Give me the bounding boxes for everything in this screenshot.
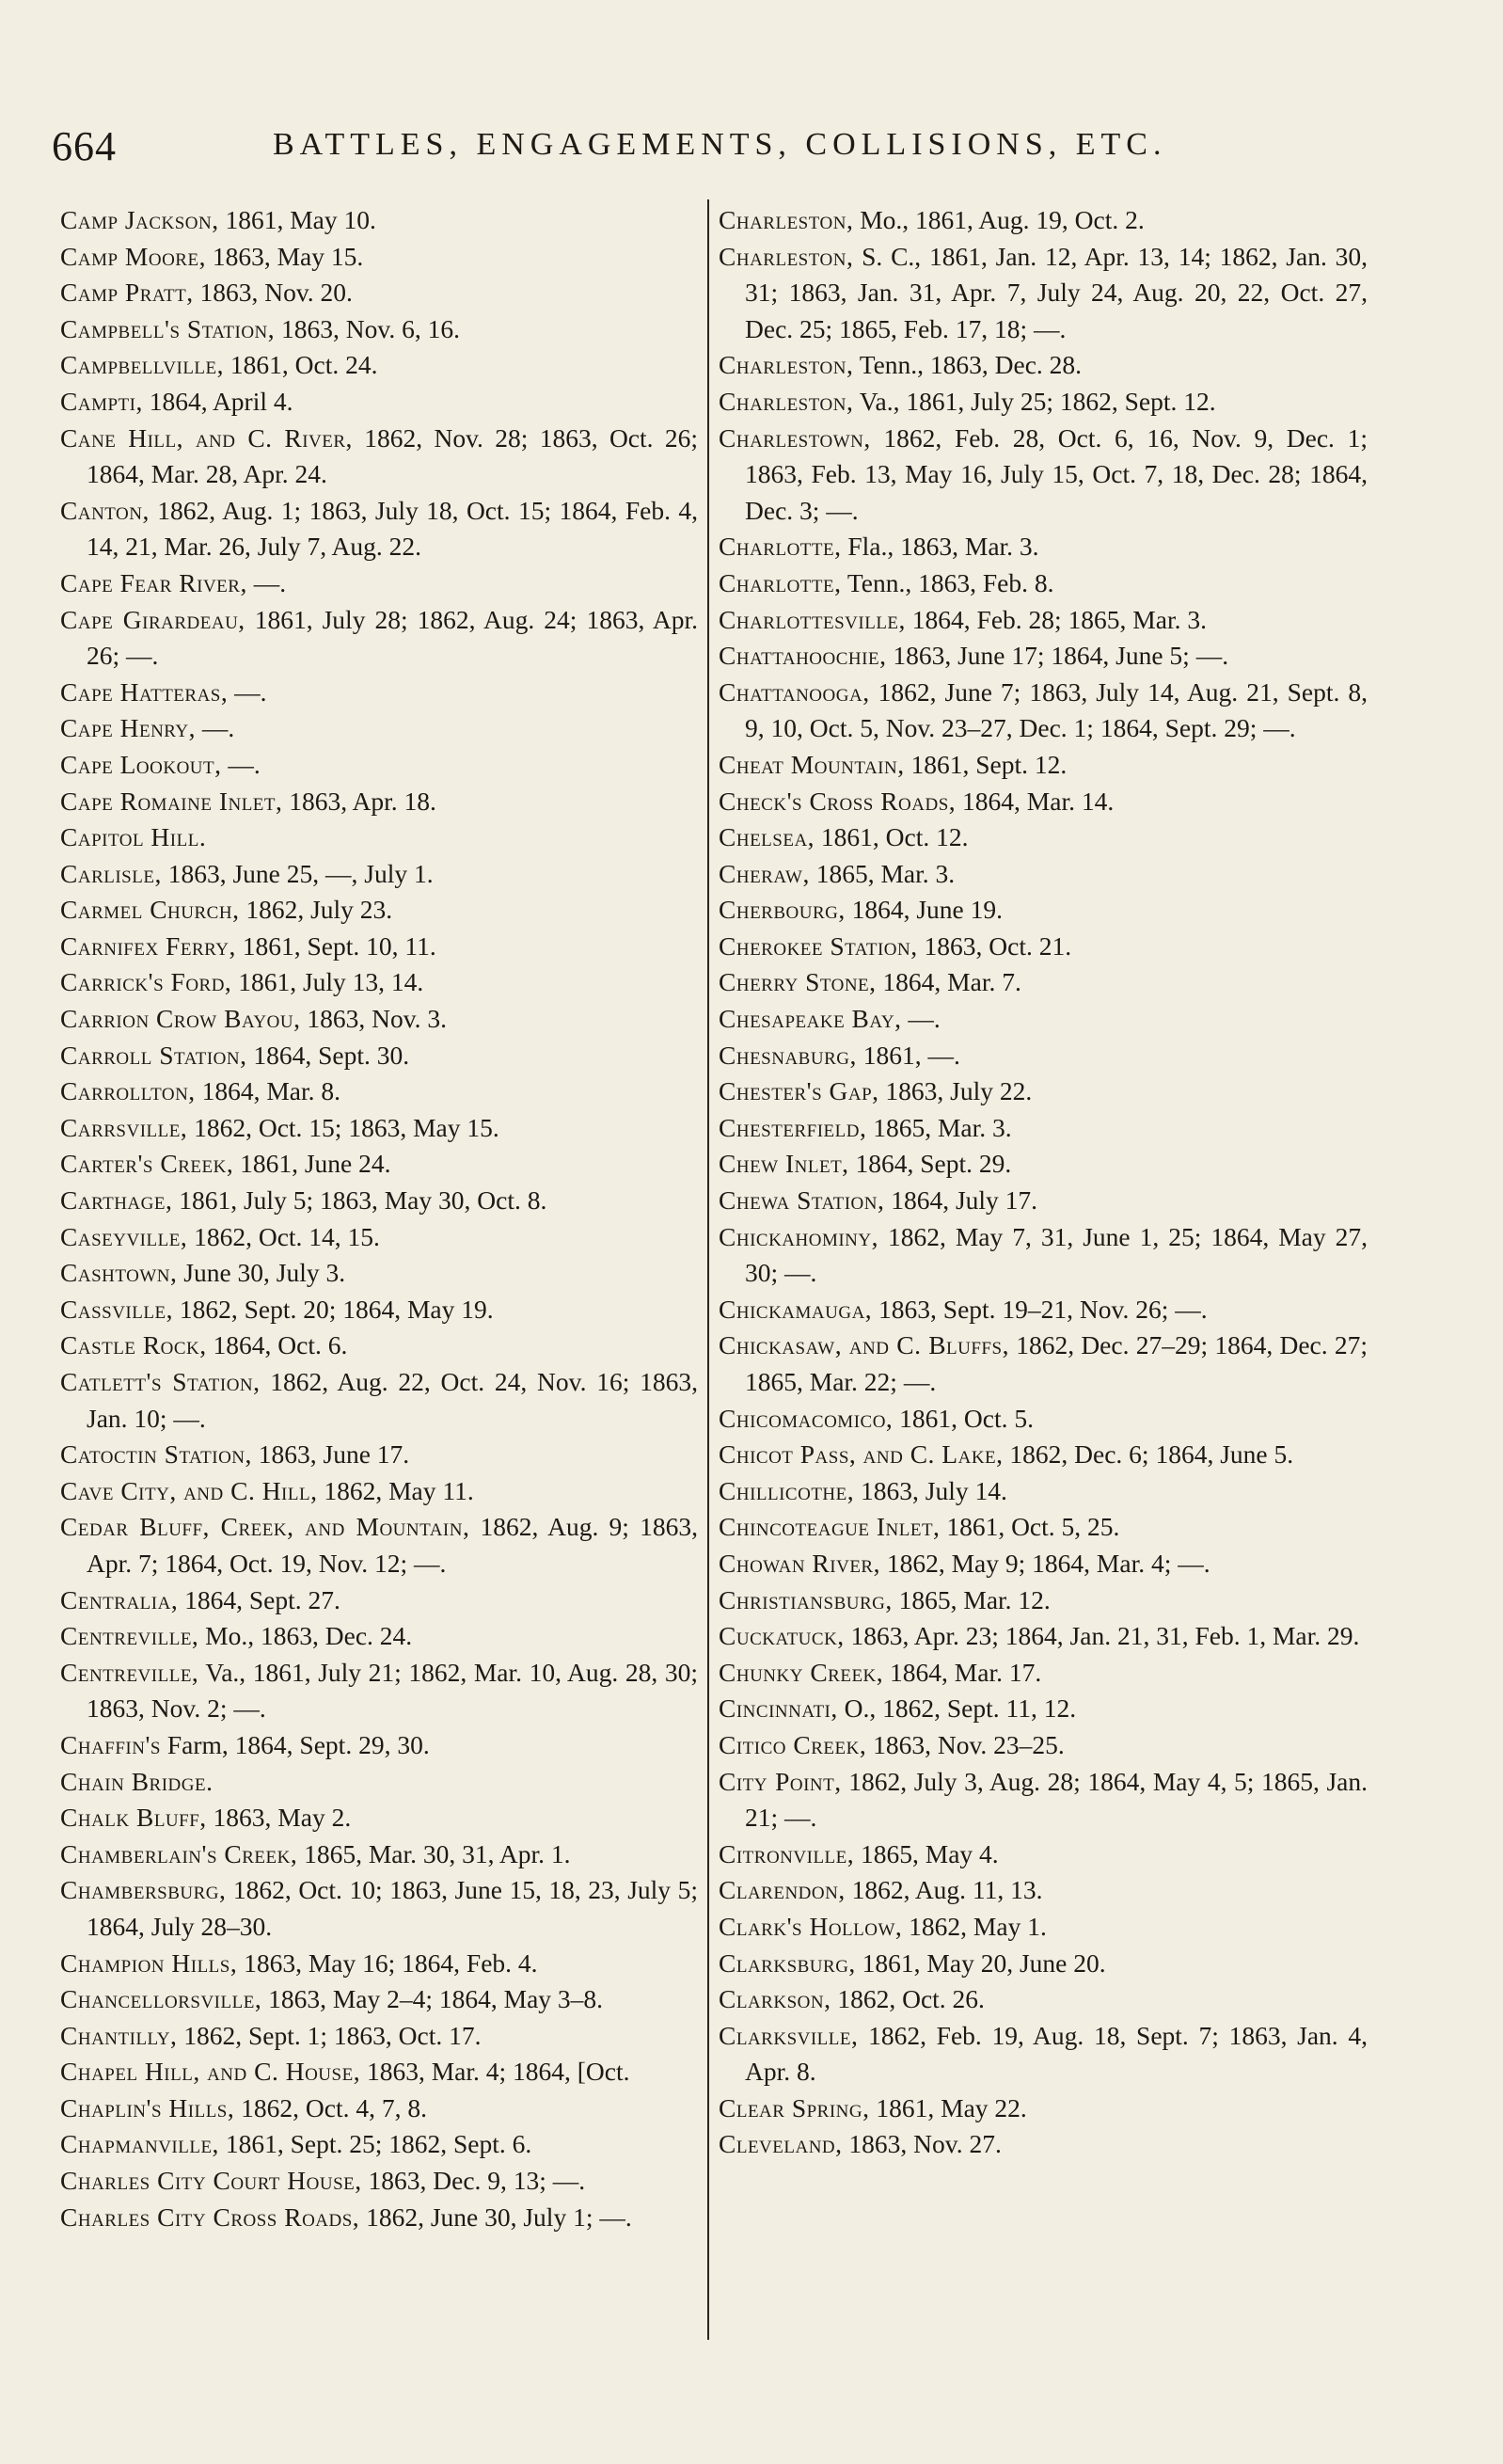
entry-place-name: Cape Fear River, — [60, 567, 247, 597]
index-entry — [719, 2090, 1368, 2127]
index-entry — [719, 1727, 1368, 1764]
entry-place-name: Cape Lookout, — [60, 749, 222, 779]
entry-dates: 1861, Oct. 5, 25. — [940, 1512, 1120, 1542]
index-entry — [719, 1836, 1368, 1873]
entry-dates: 1863, Oct. 21. — [917, 930, 1072, 961]
entry-dates: 1862, Feb. 19, Aug. 18, Sept. 7; 1863, Jan. 4, Apr. 8. — [745, 2020, 1368, 2087]
entry-place-name: Catoctin Station, — [60, 1439, 252, 1470]
index-entry — [60, 2126, 698, 2163]
entry-dates: 1865, Mar. 3. — [809, 858, 956, 888]
entry-place-name: Charlestown, — [719, 422, 871, 453]
entry-place-name: Chewa Station, — [719, 1185, 885, 1216]
entry-place-name: Cedar Bluff, Creek, and Mountain, — [60, 1512, 470, 1542]
entry-place-name: Check's Cross Roads, — [719, 786, 957, 816]
entry-place-name: Charles City Cross Roads, — [60, 2202, 360, 2232]
index-entry — [719, 1001, 1368, 1038]
index-entry — [719, 602, 1368, 639]
entry-dates: 1864, Mar. 8. — [195, 1076, 340, 1106]
entry-place-name: Cape Romaine Inlet, — [60, 786, 283, 816]
entry-dates: 1863, June 17. — [251, 1439, 410, 1470]
index-entry — [719, 929, 1368, 965]
entry-dates: 1863, July 14. — [854, 1475, 1007, 1505]
index-entry — [719, 1546, 1368, 1582]
index-entry — [60, 784, 698, 820]
entry-place-name: Caseyville, — [60, 1221, 188, 1251]
entry-dates: Tenn., 1863, Dec. 28. — [853, 350, 1083, 380]
entry-place-name: Carrsville, — [60, 1112, 188, 1142]
entry-dates: S. C., 1861, Jan. 12, Apr. 13, 14; 1862, Jan. 30, 31; 1863, Jan. 31, Apr. 7, July 24, Aug. 20, 22, Oct. 27, Dec. 25; 1865, Feb. 17, 18; —. — [745, 241, 1368, 343]
entry-place-name: Capitol Hill. — [60, 822, 207, 852]
index-entry — [719, 638, 1368, 675]
entry-place-name: Cleveland, — [719, 2129, 843, 2159]
index-entry — [719, 421, 1368, 530]
left-column — [60, 202, 698, 2235]
entry-dates: O., 1862, Sept. 11, 12. — [837, 1693, 1077, 1724]
entry-dates: 1862, Feb. 28, Oct. 6, 16, Nov. 9, Dec. 1; 1863, Feb. 13, May 16, July 15, Oct. 7, 18, Dec. 28; 1864, Dec. 3; —. — [745, 422, 1368, 525]
entry-place-name: Chickamauga, — [719, 1294, 873, 1324]
entry-dates: 1864, July 17. — [884, 1185, 1038, 1216]
entry-dates: 1862, Oct. 15; 1863, May 15. — [187, 1112, 499, 1142]
index-entry — [719, 1183, 1368, 1219]
index-entry — [719, 1872, 1368, 1909]
entry-place-name: Cherbourg, — [719, 895, 846, 925]
entry-place-name: Catlett's Station, — [60, 1367, 261, 1396]
entry-place-name: Chattahoochie, — [719, 641, 887, 671]
index-entry — [60, 1146, 698, 1183]
entry-dates: 1863, Apr. 23; 1864, Jan. 21, 31, Feb. 1, Mar. 29. — [844, 1621, 1360, 1651]
index-entry — [60, 565, 698, 602]
entry-place-name: Cape Hatteras, — [60, 676, 229, 707]
entry-place-name: Centreville, — [60, 1657, 199, 1687]
entry-place-name: Cape Girardeau, — [60, 604, 245, 634]
entry-place-name: Chattanooga, — [719, 676, 870, 707]
index-entry — [60, 1764, 698, 1801]
index-entry — [60, 1800, 698, 1836]
entry-place-name: Charleston, — [719, 241, 854, 271]
entry-dates: Va., 1861, July 21; 1862, Mar. 10, Aug. 28, 30; 1863, Nov. 2; —. — [87, 1657, 698, 1724]
entry-dates: 1861, July 28; 1862, Aug. 24; 1863, Apr. 26; —. — [87, 604, 698, 671]
entry-dates: 1864, Feb. 28; 1865, Mar. 3. — [905, 604, 1207, 634]
index-entry — [60, 2200, 698, 2236]
entry-dates: June 30, July 3. — [177, 1258, 346, 1288]
entry-dates: —. — [901, 1004, 941, 1034]
index-entry — [719, 964, 1368, 1001]
entry-dates: 1861, Oct. 12. — [815, 822, 969, 852]
entry-place-name: Chillicothe, — [719, 1475, 855, 1505]
entry-place-name: Clarksburg, — [719, 1947, 856, 1978]
entry-dates: 1862, Oct. 14, 15. — [187, 1221, 380, 1251]
entry-place-name: Canton, — [60, 495, 150, 525]
right-column — [719, 202, 1368, 2163]
index-entry — [719, 2018, 1368, 2090]
entry-dates: 1864, Sept. 29. — [848, 1149, 1012, 1179]
index-entry — [719, 747, 1368, 784]
entry-dates: 1862, Sept. 20; 1864, May 19. — [172, 1294, 494, 1324]
index-entry — [60, 1255, 698, 1292]
entry-place-name: Chesterfield, — [719, 1112, 867, 1142]
entry-place-name: Carnifex Ferry, — [60, 930, 236, 961]
entry-place-name: Chickasaw, and C. Bluffs, — [719, 1330, 1009, 1360]
entry-dates: 1861, May 22. — [869, 2092, 1027, 2122]
entry-place-name: Chapel Hill, and C. House, — [60, 2057, 361, 2087]
entry-dates: Mo., 1863, Dec. 24. — [198, 1621, 413, 1651]
index-entry — [719, 1073, 1368, 1110]
entry-place-name: Chesapeake Bay, — [719, 1004, 902, 1034]
index-entry — [60, 275, 698, 311]
index-entry — [60, 1836, 698, 1873]
index-entry — [719, 347, 1368, 384]
index-entry — [719, 2126, 1368, 2163]
index-entry — [60, 819, 698, 856]
entry-dates: 1863, May 15. — [205, 241, 364, 271]
index-entry — [719, 892, 1368, 929]
index-entry — [719, 1437, 1368, 1473]
entry-place-name: Chamberlain's Creek, — [60, 1838, 298, 1868]
index-entry — [719, 819, 1368, 856]
index-entry — [719, 784, 1368, 820]
entry-place-name: Carrollton, — [60, 1076, 196, 1106]
entry-dates: —. — [196, 713, 235, 743]
entry-place-name: Charleston, — [719, 205, 854, 234]
entry-dates: Fla., 1863, Mar. 3. — [841, 532, 1039, 562]
entry-dates: 1862, Aug. 11, 13. — [845, 1875, 1043, 1905]
entry-place-name: Chain Bridge. — [60, 1766, 214, 1796]
entry-place-name: Charlotte, — [719, 567, 842, 597]
entry-dates: 1862, Sept. 1; 1863, Oct. 17. — [177, 2020, 482, 2050]
index-entry — [60, 1509, 698, 1582]
entry-place-name: Chester's Gap, — [719, 1076, 879, 1106]
index-entry — [719, 239, 1368, 348]
entry-dates: 1863, Mar. 4; 1864, [Oct. — [360, 2057, 630, 2087]
index-entry — [60, 493, 698, 565]
entry-place-name: Charlottesville, — [719, 604, 906, 634]
entry-place-name: Centralia, — [60, 1584, 179, 1614]
entry-place-name: Carter's Creek, — [60, 1149, 234, 1179]
index-entry — [60, 1001, 698, 1038]
entry-dates: 1864, Mar. 14. — [956, 786, 1115, 816]
entry-place-name: Charleston, — [719, 386, 854, 416]
entry-place-name: Chickahominy, — [719, 1221, 878, 1251]
entry-place-name: Cincinnati, — [719, 1693, 838, 1724]
entry-dates: 1862, Aug. 22, Oct. 24, Nov. 16; 1863, Jan. 10; —. — [87, 1367, 698, 1433]
index-entry — [60, 1981, 698, 2018]
entry-dates: —. — [228, 676, 267, 707]
entry-dates: 1861, —. — [856, 1040, 960, 1070]
entry-place-name: Chambersburg, — [60, 1875, 227, 1905]
entry-place-name: Carroll Station, — [60, 1040, 247, 1070]
entry-place-name: Christiansburg, — [719, 1584, 893, 1614]
index-entry — [719, 529, 1368, 565]
entry-dates: 1863, Nov. 27. — [842, 2129, 1002, 2159]
index-entry — [60, 202, 698, 239]
entry-place-name: Cassville, — [60, 1294, 173, 1324]
entry-place-name: Chapmanville, — [60, 2129, 219, 2159]
entry-place-name: Citico Creek, — [719, 1729, 867, 1759]
entry-place-name: Chancellorsville, — [60, 1984, 262, 2014]
entry-place-name: Cherry Stone, — [719, 967, 877, 997]
entry-dates: 1861, July 5; 1863, May 30, Oct. 8. — [172, 1185, 547, 1216]
entry-dates: 1863, Nov. 20. — [193, 278, 353, 308]
entry-place-name: Camp Pratt, — [60, 278, 194, 308]
index-entry — [60, 964, 698, 1001]
entry-place-name: Campti, — [60, 386, 143, 416]
index-entry — [60, 1618, 698, 1655]
entry-dates: Mo., 1861, Aug. 19, Oct. 2. — [853, 205, 1145, 234]
index-entry — [719, 1038, 1368, 1074]
entry-place-name: Cane Hill, and C. River, — [60, 422, 353, 453]
page-number: 664 — [52, 123, 117, 169]
entry-dates: 1862, Oct. 26. — [831, 1984, 985, 2014]
entry-dates: —. — [221, 749, 261, 779]
entry-dates: 1861, Oct. 5. — [893, 1403, 1035, 1433]
entry-place-name: Carrion Crow Bayou, — [60, 1004, 301, 1034]
entry-dates: 1862, July 23. — [239, 895, 393, 925]
index-entry — [60, 1292, 698, 1328]
index-entry — [719, 1146, 1368, 1183]
running-head: BATTLES, ENGAGEMENTS, COLLISIONS, ETC. — [273, 127, 1167, 162]
index-entry — [60, 2018, 698, 2055]
entry-dates: 1865, Mar. 30, 31, Apr. 1. — [297, 1838, 571, 1868]
index-entry — [60, 1183, 698, 1219]
index-entry — [60, 1437, 698, 1473]
entry-place-name: Cherokee Station, — [719, 930, 918, 961]
entry-place-name: City Point, — [719, 1766, 842, 1796]
index-entry — [60, 2090, 698, 2127]
entry-dates: 1862, June 7; 1863, July 14, Aug. 21, Sept. 8, 9, 10, Oct. 5, Nov. 23–27, Dec. 1; 1864, Sept. 29; —. — [745, 676, 1368, 743]
entry-dates: 1863, Nov. 6, 16. — [275, 313, 460, 343]
index-entry — [719, 1764, 1368, 1836]
entry-dates: 1864, June 19. — [845, 895, 1004, 925]
entry-dates: Va., 1861, July 25; 1862, Sept. 12. — [853, 386, 1216, 416]
index-entry — [719, 1691, 1368, 1727]
entry-place-name: Cheat Mountain, — [719, 749, 905, 779]
index-entry — [60, 892, 698, 929]
entry-place-name: Chelsea, — [719, 822, 815, 852]
entry-dates: 1863, June 17; 1864, June 5; —. — [886, 641, 1229, 671]
entry-place-name: Cape Henry, — [60, 713, 197, 743]
entry-dates: 1861, Sept. 25; 1862, Sept. 6. — [218, 2129, 532, 2159]
entry-place-name: Clear Spring, — [719, 2092, 870, 2122]
index-entry — [60, 384, 698, 421]
index-entry — [60, 1582, 698, 1619]
index-entry — [60, 1655, 698, 1727]
entry-place-name: Chicot Pass, and C. Lake, — [719, 1439, 1004, 1470]
entry-dates: 1862, Oct. 10; 1863, June 15, 18, 23, July 5; 1864, July 28–30. — [87, 1875, 698, 1941]
index-entry — [60, 1327, 698, 1364]
entry-place-name: Carthage, — [60, 1185, 173, 1216]
index-entry — [719, 1655, 1368, 1692]
entry-dates: 1862, May 11. — [317, 1475, 474, 1505]
index-entry — [60, 347, 698, 384]
entry-dates: 1863, Nov. 3. — [300, 1004, 448, 1034]
entry-dates: 1861, June 24. — [233, 1149, 391, 1179]
entry-dates: 1862, Dec. 27–29; 1864, Dec. 27; 1865, Mar. 22; —. — [745, 1330, 1368, 1396]
index-entry — [60, 1946, 698, 1982]
entry-place-name: Chantilly, — [60, 2020, 178, 2050]
index-entry — [719, 1401, 1368, 1438]
entry-place-name: Chicomacomico, — [719, 1403, 894, 1433]
index-entry — [719, 856, 1368, 893]
entry-place-name: Chalk Bluff, — [60, 1803, 207, 1833]
entry-place-name: Camp Moore, — [60, 241, 206, 271]
index-entry — [60, 1727, 698, 1764]
index-entry — [719, 384, 1368, 421]
entry-dates: 1862, July 3, Aug. 28; 1864, May 4, 5; 1865, Jan. 21; —. — [745, 1766, 1369, 1833]
entry-place-name: Cheraw, — [719, 858, 810, 888]
index-entry — [60, 1110, 698, 1147]
entry-dates: 1864, Mar. 17. — [883, 1657, 1042, 1687]
entry-dates: Tenn., 1863, Feb. 8. — [841, 567, 1054, 597]
index-entry — [719, 1509, 1368, 1546]
column-rule — [707, 199, 709, 2340]
entry-dates: 1863, Sept. 19–21, Nov. 26; —. — [872, 1294, 1208, 1324]
index-entry — [60, 421, 698, 493]
entry-dates: 1865, Mar. 3. — [866, 1112, 1012, 1142]
entry-dates: 1863, July 22. — [878, 1076, 1033, 1106]
index-entry — [60, 856, 698, 893]
entry-place-name: Clarksville, — [719, 2020, 859, 2050]
entry-dates: 1863, Nov. 23–25. — [866, 1729, 1065, 1759]
entry-dates: 1862, Nov. 28; 1863, Oct. 26; 1864, Mar. 28, Apr. 24. — [87, 422, 699, 489]
entry-dates: 1865, May 4. — [854, 1838, 999, 1868]
index-entry — [719, 1946, 1368, 1982]
entry-place-name: Camp Jackson, — [60, 205, 219, 234]
entry-place-name: Cuckatuck, — [719, 1621, 845, 1651]
entry-place-name: Centreville, — [60, 1621, 199, 1651]
entry-dates: 1864, Sept. 27. — [178, 1584, 340, 1614]
entry-place-name: Champion Hills, — [60, 1947, 238, 1978]
index-entry — [719, 1292, 1368, 1328]
index-entry — [719, 675, 1368, 747]
entry-place-name: Charleston, — [719, 350, 854, 380]
index-entry — [719, 1981, 1368, 2018]
entry-place-name: Carmel Church, — [60, 895, 240, 925]
index-entry — [60, 710, 698, 747]
entry-dates: —. — [246, 567, 287, 597]
entry-dates: 1863, Dec. 9, 13; —. — [361, 2166, 586, 2196]
index-entry — [60, 2163, 698, 2200]
entry-dates: 1862, Aug. 1; 1863, July 18, Oct. 15; 1864, Feb. 4, 14, 21, Mar. 26, July 7, Aug. 22. — [87, 495, 698, 562]
index-entry — [60, 675, 698, 711]
index-entry — [60, 239, 698, 276]
entry-place-name: Carlisle, — [60, 858, 162, 888]
index-entry — [719, 202, 1368, 239]
entry-dates: 1862, May 1. — [902, 1911, 1047, 1941]
index-entry — [60, 602, 698, 675]
entry-place-name: Chunky Creek, — [719, 1657, 884, 1687]
entry-dates: 1861, Oct. 24. — [224, 350, 378, 380]
entry-place-name: Clarendon, — [719, 1875, 846, 1905]
entry-dates: 1864, Mar. 7. — [876, 967, 1021, 997]
entry-dates: 1865, Mar. 12. — [892, 1584, 1051, 1614]
entry-dates: 1862, Aug. 9; 1863, Apr. 7; 1864, Oct. 19, Nov. 12; —. — [87, 1512, 698, 1578]
entry-place-name: Chesnaburg, — [719, 1040, 857, 1070]
index-entry — [60, 747, 698, 784]
index-entry — [60, 311, 698, 348]
entry-place-name: Campbellville, — [60, 350, 225, 380]
entry-dates: Farm, 1864, Sept. 29, 30. — [161, 1729, 430, 1759]
entry-place-name: Clark's Hollow, — [719, 1911, 903, 1941]
entry-place-name: Campbell's Station, — [60, 313, 276, 343]
entry-place-name: Chew Inlet, — [719, 1149, 849, 1179]
entry-dates: 1863, May 16; 1864, Feb. 4. — [237, 1947, 538, 1978]
entry-place-name: Castle Rock, — [60, 1330, 207, 1360]
index-entry — [60, 1073, 698, 1110]
index-entry — [60, 929, 698, 965]
entry-place-name: Charlotte, — [719, 532, 842, 562]
entry-dates: 1862, Dec. 6; 1864, June 5. — [1003, 1439, 1294, 1470]
index-entry — [60, 1364, 698, 1437]
index-entry — [719, 1327, 1368, 1400]
entry-dates: 1861, Sept. 12. — [904, 749, 1068, 779]
entry-place-name: Chaplin's Hills, — [60, 2092, 235, 2122]
index-entry — [60, 1038, 698, 1074]
index-entry — [719, 1618, 1368, 1655]
entry-dates: 1862, Oct. 4, 7, 8. — [234, 2092, 427, 2122]
entry-place-name: Citronville, — [719, 1838, 855, 1868]
entry-place-name: Chincoteague Inlet, — [719, 1512, 941, 1542]
index-entry — [60, 1872, 698, 1945]
entry-dates: 1863, May 2–4; 1864, May 3–8. — [261, 1984, 604, 2014]
entry-place-name: Cave City, and C. Hill, — [60, 1475, 318, 1505]
entry-dates: 1861, July 13, 14. — [231, 967, 424, 997]
entry-dates: 1861, Sept. 10, 11. — [235, 930, 436, 961]
entry-dates: 1862, June 30, July 1; —. — [359, 2202, 632, 2232]
entry-dates: 1864, April 4. — [142, 386, 293, 416]
entry-dates: 1864, Oct. 6. — [206, 1330, 348, 1360]
entry-dates: 1862, May 9; 1864, Mar. 4; —. — [879, 1548, 1210, 1578]
entry-dates: 1861, May 10. — [218, 205, 376, 234]
entry-place-name: Charles City Court House, — [60, 2166, 362, 2196]
entry-place-name: Chaffin's — [60, 1729, 161, 1759]
index-entry — [719, 1110, 1368, 1147]
entry-dates: 1863, Apr. 18. — [282, 786, 436, 816]
index-entry — [719, 1909, 1368, 1946]
index-entry — [719, 1582, 1368, 1619]
index-entry — [60, 1219, 698, 1256]
entry-place-name: Cashtown, — [60, 1258, 178, 1288]
index-entry — [60, 1473, 698, 1510]
index-entry — [719, 1219, 1368, 1292]
entry-dates: 1864, Sept. 30. — [246, 1040, 410, 1070]
entry-dates: 1863, May 2. — [206, 1803, 352, 1833]
entry-dates: 1863, June 25, —, July 1. — [161, 858, 434, 888]
entry-dates: 1862, May 7, 31, June 1, 25; 1864, May 27, 30; —. — [745, 1221, 1368, 1288]
entry-dates: 1861, May 20, June 20. — [855, 1947, 1106, 1978]
entry-place-name: Carrick's Ford, — [60, 967, 232, 997]
entry-place-name: Chowan River, — [719, 1548, 880, 1578]
index-entry — [719, 1473, 1368, 1510]
index-entry — [60, 2054, 698, 2090]
index-entry — [719, 565, 1368, 602]
entry-place-name: Clarkson, — [719, 1984, 831, 2014]
